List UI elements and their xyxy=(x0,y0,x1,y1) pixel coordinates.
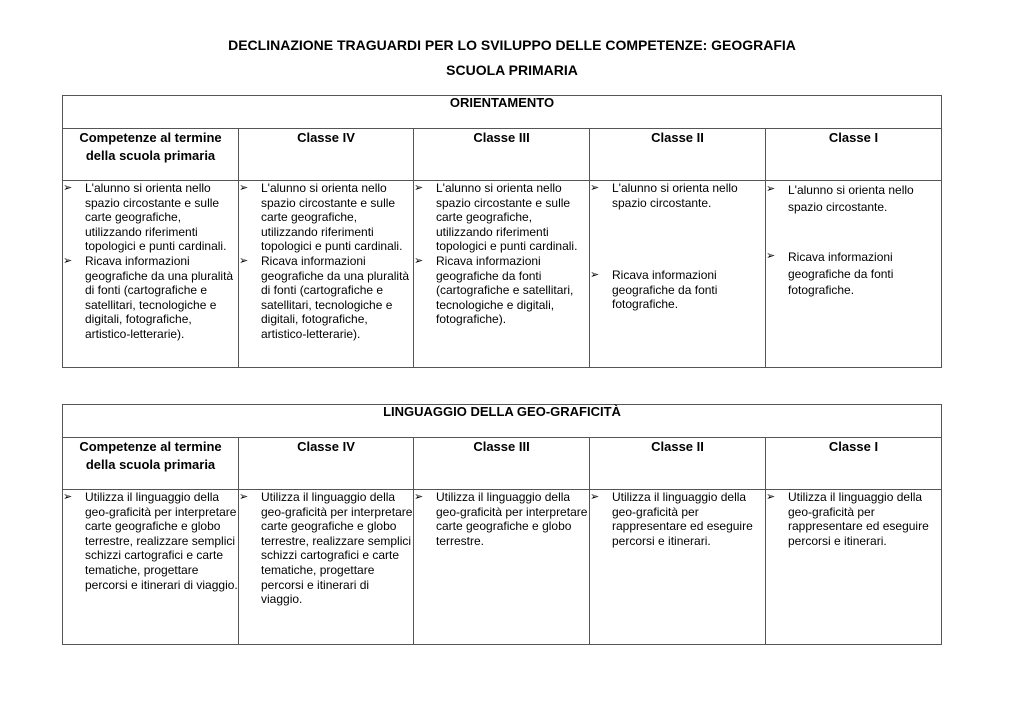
list-item xyxy=(63,490,238,592)
arrow-bullet-icon: ➢ xyxy=(239,491,249,503)
linguaggio-classe-i-cell xyxy=(766,490,942,645)
column-header-classe-iv: Classe IV xyxy=(239,438,414,490)
bullet-text: L'alunno si orienta nello spazio circostante e sulle carte geografiche, utilizzando riferimenti topologici e punti cardinali. xyxy=(85,181,227,254)
spacer xyxy=(590,239,765,268)
list-item xyxy=(414,181,589,254)
linguaggio-table xyxy=(62,404,942,645)
column-header-competenze: Competenze al termine della scuola primaria xyxy=(63,438,239,490)
column-header-classe-iii: Classe III xyxy=(414,438,590,490)
linguaggio-competenze-cell xyxy=(63,490,239,645)
column-header-classe-ii: Classe II xyxy=(590,438,766,490)
list-item xyxy=(239,254,413,342)
bullet-text: Ricava informazioni geografiche da fonti (cartografiche e satellitari, tecnologiche e digitali, fotografiche). xyxy=(436,253,574,327)
bullet-text: Utilizza il linguaggio della geo-graficità per rappresentare ed eseguire percorsi e itinerari. xyxy=(612,490,753,548)
list-item xyxy=(766,490,941,548)
linguaggio-classe-iv-cell xyxy=(239,490,414,645)
section-title-orientamento: ORIENTAMENTO xyxy=(63,96,942,129)
arrow-bullet-icon: ➢ xyxy=(766,250,776,262)
bullet-text: Ricava informazioni geografiche da una pluralità di fonti (cartografiche e satellitari, tecnologiche e digitali, fotografiche, artistico-letterarie). xyxy=(261,253,410,341)
spacer xyxy=(590,210,765,239)
bullet-text: L'alunno si orienta nello spazio circostante e sulle carte geografiche, utilizzando riferimenti topologici e punti cardinali. xyxy=(436,181,578,254)
list-item xyxy=(590,268,765,312)
arrow-bullet-icon: ➢ xyxy=(414,182,424,194)
document-title: DECLINAZIONE TRAGUARDI PER LO SVILUPPO DELLE COMPETENZE: GEOGRAFIA xyxy=(228,37,796,53)
linguaggio-classe-ii-cell xyxy=(590,490,766,645)
arrow-bullet-icon: ➢ xyxy=(590,269,600,282)
list-item xyxy=(239,181,413,254)
list-item xyxy=(766,249,941,299)
list-item xyxy=(590,490,765,548)
document-subtitle: SCUOLA PRIMARIA xyxy=(446,62,578,78)
arrow-bullet-icon: ➢ xyxy=(590,182,600,194)
arrow-bullet-icon: ➢ xyxy=(239,254,249,267)
arrow-bullet-icon: ➢ xyxy=(414,254,424,267)
arrow-bullet-icon: ➢ xyxy=(63,491,73,503)
list-item xyxy=(63,254,238,342)
orientamento-table xyxy=(62,95,942,368)
orientamento-classe-iii-cell xyxy=(414,181,590,368)
column-header-classe-ii: Classe II xyxy=(590,129,766,181)
column-header-classe-iii: Classe III xyxy=(414,129,590,181)
list-item xyxy=(239,490,413,607)
orientamento-classe-i-cell xyxy=(766,181,942,368)
list-item xyxy=(590,181,765,210)
arrow-bullet-icon: ➢ xyxy=(766,183,776,195)
column-header-competenze: Competenze al termine della scuola primaria xyxy=(63,129,239,181)
arrow-bullet-icon: ➢ xyxy=(239,182,249,194)
bullet-text: Utilizza il linguaggio della geo-graficità per interpretare carte geografiche e globo terrestre, realizzare semplici schizzi cartografici e carte tematiche, progettare percorsi e itinerari di viaggio. xyxy=(261,490,413,607)
bullet-text: Ricava informazioni geografiche da fonti fotografiche. xyxy=(612,268,718,312)
orientamento-classe-iv-cell xyxy=(239,181,414,368)
section-title-linguaggio: LINGUAGGIO DELLA GEO-GRAFICITÀ xyxy=(63,405,942,438)
arrow-bullet-icon: ➢ xyxy=(63,182,73,194)
list-item xyxy=(414,490,589,548)
bullet-text: L'alunno si orienta nello spazio circostante. xyxy=(788,183,914,214)
column-header-classe-i: Classe I xyxy=(766,129,942,181)
arrow-bullet-icon: ➢ xyxy=(414,491,424,503)
list-item xyxy=(414,254,589,327)
bullet-text: Utilizza il linguaggio della geo-graficità per rappresentare ed eseguire percorsi e itinerari. xyxy=(788,490,929,548)
column-header-classe-iv: Classe IV xyxy=(239,129,414,181)
list-item xyxy=(63,181,238,254)
bullet-text: L'alunno si orienta nello spazio circostante e sulle carte geografiche, utilizzando riferimenti topologici e punti cardinali. xyxy=(261,181,403,254)
arrow-bullet-icon: ➢ xyxy=(590,491,600,503)
bullet-text: L'alunno si orienta nello spazio circostante. xyxy=(612,181,738,210)
bullet-text: Ricava informazioni geografiche da fonti fotografiche. xyxy=(788,250,894,297)
arrow-bullet-icon: ➢ xyxy=(63,254,73,267)
orientamento-competenze-cell xyxy=(63,181,239,368)
bullet-text: Ricava informazioni geografiche da una pluralità di fonti (cartografiche e satellitari, tecnologiche e digitali, fotografiche, artistico-letterarie). xyxy=(85,253,234,341)
bullet-text: Utilizza il linguaggio della geo-graficità per interpretare carte geografiche e globo terrestre, realizzare semplici schizzi cartografici e carte tematiche, progettare percorsi e itinerari di viaggio. xyxy=(85,490,238,592)
bullet-text: Utilizza il linguaggio della geo-graficità per interpretare carte geografiche e globo terrestre. xyxy=(436,490,588,548)
list-item xyxy=(766,182,941,215)
arrow-bullet-icon: ➢ xyxy=(766,491,776,503)
linguaggio-classe-iii-cell xyxy=(414,490,590,645)
orientamento-classe-ii-cell xyxy=(590,181,766,368)
column-header-classe-i: Classe I xyxy=(766,438,942,490)
spacer xyxy=(766,215,941,249)
